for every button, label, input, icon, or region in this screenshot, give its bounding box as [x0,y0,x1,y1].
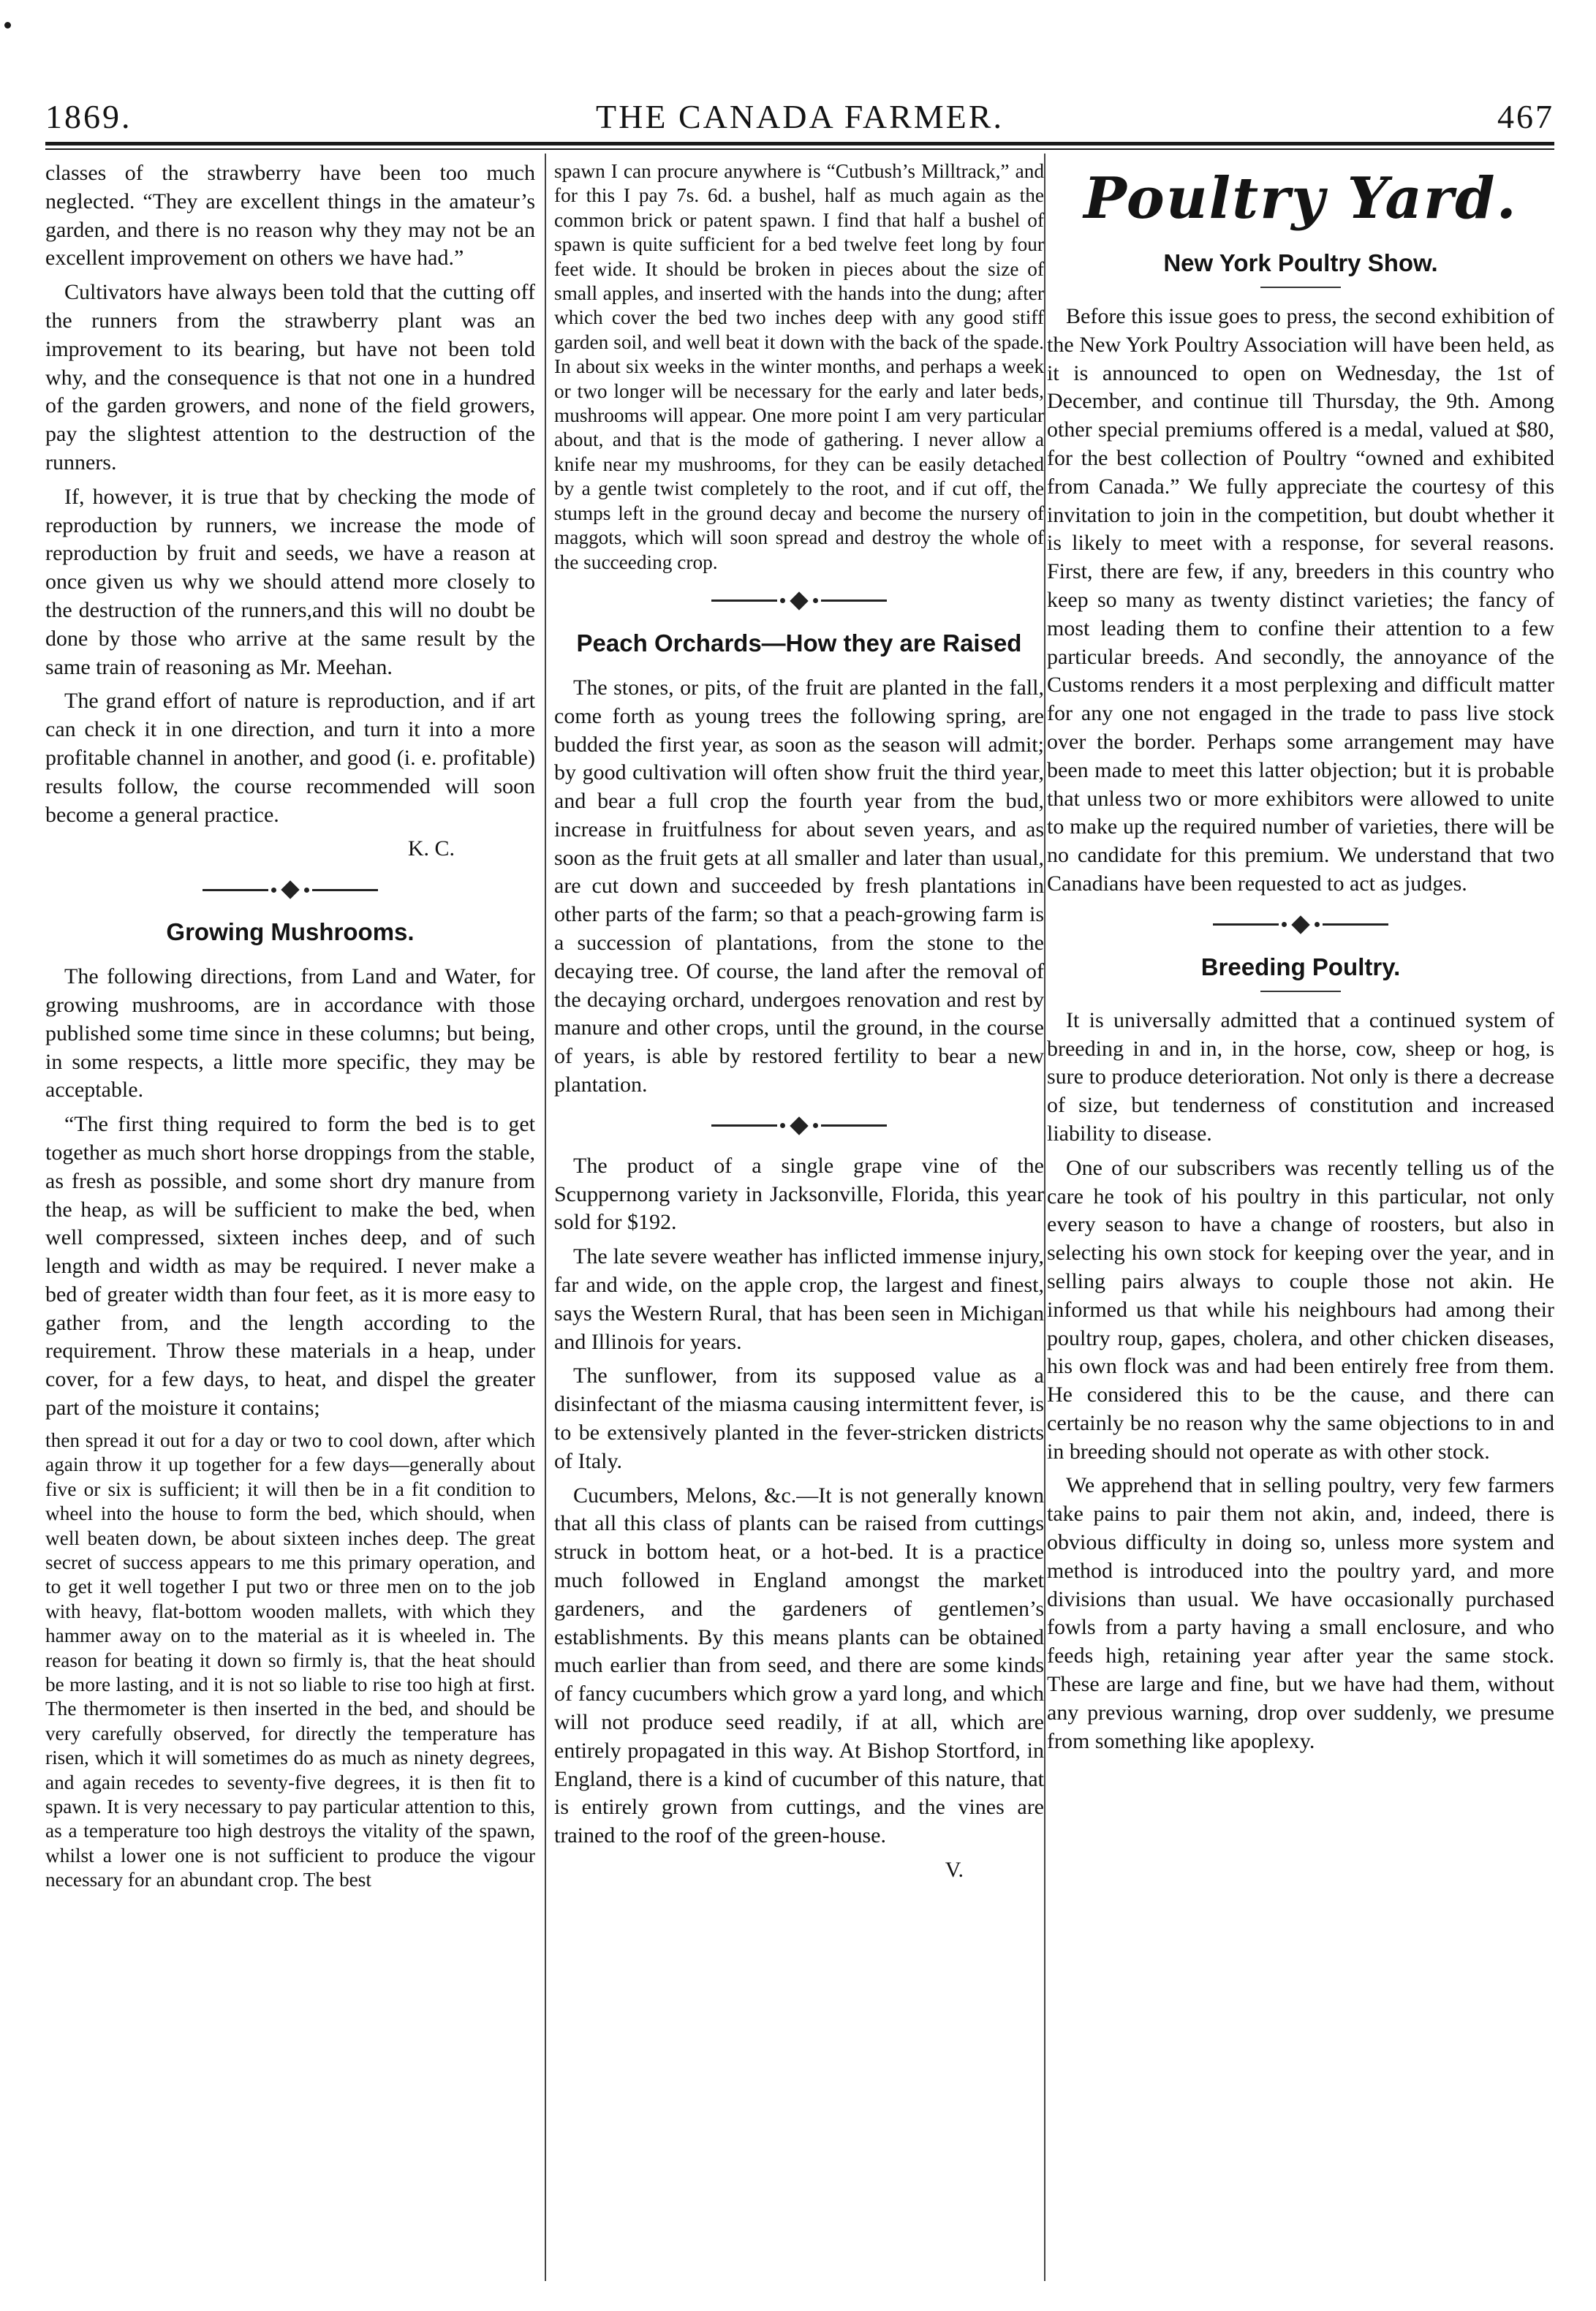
masthead-rule-thin [45,148,1554,150]
column-divider [1044,154,1045,2281]
small-type-block [45,1429,535,1893]
article-paragraph: Cucumbers, Melons, &c.—It is not generally known that all this class of plants can be raised from cuttings struck in bottom heat, or a hot-bed. It is a practice much followed in England amongst the market gardeners, and the gardeners of gentlemen’s establishments. By this means plants can be obtained much earlier than from seed, and there are some kinds of fancy cucumbers which grow a yard long, and which will not produce seed readily, if at all, which are entirely propagated in this way. At Bishop Stortford, in England, there is a kind of cucumber of this nature, that is entirely grown from cuttings, and the vines are trained to the roof of the green-house. [554,1483,1044,1848]
section-ornament [554,1110,1044,1142]
article-paragraph: spawn I can procure anywhere is “Cutbush’s Milltrack,” and for this I pay 7s. 6d. a bushel, half as much again as the common brick or patent spawn. I find that half a bushel of spawn is quite sufficient for a bed twelve feet long by four feet wide. It should be broken in pieces about the size of small apples, and inserted with the hands into the dung; after which cover the bed two inches deep with any good stiff garden soil, and well beat it down with the back of the spade. In about six weeks in the winter months, and perhaps a week or two longer will be necessary for the early and later beds, mushrooms will appear. One more point I am very particular about, and that is the mode of gathering. I never allow a knife near my mushrooms, for they can be easily detached by a gentle twist completely to the root, and if cut off, the stumps left in the ground decay and become the nursery of maggots, which will soon spread and destroy the whole of the succeeding crop. [554,160,1044,573]
issue-year: 1869. [45,98,132,135]
article-paragraph: The stones, or pits, of the fruit are planted in the fall, come forth as young trees the following spring, are budded the first year, as soon as the season will admit; by good cultivation will often show fruit the third year, and bear a full crop the fourth year from the bud, increase in fruitfulness for about seven years, and as soon as the fruit gets at all smaller and later than usual, are cut down and succeeded by fresh plantations in other parts of the farm; so that a peach-growing farm is a succession of plantations, from the stone to the decaying tree. Of course, the land after the removal of the decaying orchard, undergoes renovation and rest by manure and other crops, until the ground, in the course of years, is able by restored fertility to bear a new plantation. [554,675,1044,1097]
article-paragraph: The sunflower, from its supposed value as a disinfectant of the miasma causing intermittent fever, is to be extensively planted in the fever-stricken districts of Italy. [554,1363,1044,1473]
masthead-rule-heavy [45,142,1554,145]
article-paragraph: The following directions, from Land and Water, for growing mushrooms, are in accordance with those published some time since in these columns; but being, in some respects, a little more specific, they may be acceptable. [45,964,535,1102]
column-2 [554,159,1044,2283]
headline-growing-mushrooms: Growing Mushrooms. [166,918,415,946]
article-paragraph: The late severe weather has inflicted immense injury, far and wide, on the apple crop, the largest and finest, says the Western Rural, that has been seen in Michigan and Illinois for years. [554,1244,1044,1354]
article-paragraph: We apprehend that in selling poultry, very few farmers take pains to pair them not akin, and, indeed, there is obvious difficulty in doing so, unless more system and method is introduced into the poultry yard, and more divisions than usual. We have occasionally purchased fowls from a party having a small enclosure, and who feeds high, retaining year after year the same stock. These are large and fine, but we have had them, without any previous warning, drop over suddenly, we presume from something like apoplexy. [1047,1473,1554,1753]
headline-underline [1260,991,1341,992]
headline-new-york-poultry-show: New York Poultry Show. [1163,249,1438,276]
article-paragraph: Cultivators have always been told that the cutting off the runners from the strawberry plant was an improvement to its bearing, but have not been told why, and the consequence is that not one in a hundred of the garden growers, and none of the field growers, pay the slightest attention to the destruction of the runners. [45,280,535,474]
article-paragraph: Before this issue goes to press, the second exhibition of the New York Poultry Association will have been held, as it is announced to open on Wednesday, the 1st of December, and continue till Thursday, the 9th. Among other special premiums offered is a medal, valued at $80, for the best collection of Poultry “owned and exhibited from Canada.” We fully appreciate the courtesy of this invitation to join in the competition, but doubt whether it is likely to meet with a response, for several reasons. First, there are few, if any, breeders in this country who keep so many as twenty distinct varieties; the fancy of most leading them to confine their attention to a few particular breeds. And secondly, the annoyance of the Customs renders it a most perplexing and difficult matter for any one not engaged in the trade to pass live stock over the border. Perhaps some arrangement may have been made to meet this latter objection; but it is probable that unless two or more exhibitors were allowed to unite to make up the required number of varieties, there will be no candidate for this premium. We understand that two Canadians have been requested to act as judges. [1047,304,1554,896]
masthead [45,95,1554,139]
article-paragraph: It is universally admitted that a continued system of breeding in and in, in the horse, cow, sheep or hog, is sure to produce deterioration. Not only is there a decrease of size, but tenderness of constitution and increased liability to disease. [1047,1007,1554,1146]
ink-speck [4,22,11,29]
headline-breeding-poultry: Breeding Poultry. [1200,953,1401,980]
article-paragraph: The product of a single grape vine of the Scuppernong variety in Jacksonville, Florida, this year sold for $192. [554,1153,1044,1235]
section-ornament [554,585,1044,617]
article-paragraph: The grand effort of nature is reproduction, and if art can check it in one direction, and turn it into a more profitable channel in another, and good (i. e. profitable) results follow, the course recommended will soon become a general practice. [45,689,535,827]
article-paragraph: “The first thing required to form the bed is to get together as much short horse droppings from the stable, as fresh as possible, and some short dry manure from the heap, as will be sufficient to make the bed, when well compressed, sixteen inches deep, and of such length and width as may be required. I never make a bed of greater width than four feet, as it is more easy to gather from, and the length according to the requirement. Throw these materials in a heap, under cover, for a few days, to heat, and dispel the greater part of the moisture it contains; [45,1112,535,1421]
article-paragraph: One of our subscribers was recently telling us of the care he took of his poultry in this particular, not only every season to have a change of roosters, but also in selecting his own stock for keeping over the year, and in selling pairs always to couple those not akin. He informed us that while his neighbours had among their poultry roup, gapes, cholera, and other chicken diseases, his own flock was and had been entirely free from them. He considered this to be the cause, and there can certainly be no reason why the same objections to in and in breeding should not operate as with other stock. [1047,1155,1554,1464]
section-ornament [45,874,535,906]
small-type-block [554,159,1044,575]
column-divider [545,154,546,2281]
page-number: 467 [1497,98,1554,135]
headline-underline [1260,287,1341,288]
article-paragraph: classes of the strawberry have been too much neglected. “They are excellent things in the amateur’s garden, and there is no reason why they may not be an excellent improvement on others we have had.” [45,161,535,271]
column-1 [45,159,535,2283]
newspaper-title: THE CANADA FARMER. [596,98,1004,135]
author-signature: K. C. [407,836,455,861]
column-3 [1047,159,1554,2283]
department-title: Poultry Yard. [1083,165,1518,232]
headline-peach-orchards: Peach Orchards—How they are Raised [576,629,1022,657]
section-ornament [1047,909,1554,941]
author-signature: V. [945,1857,964,1882]
article-paragraph: If, however, it is true that by checking the mode of reproduction by runners, we increase the mode of reproduction by fruit and seeds, we have a reason at once given us why we should attend more closely to the destruction of the runners,and this will no doubt be done by those who arrive at the same result by the same train of reasoning as Mr. Meehan. [45,484,535,679]
article-paragraph: then spread it out for a day or two to cool down, after which again throw it up together for a few days—generally about five or six is sufficient; it will then be in a fit condition to wheel into the house to form the bed, which should, when well beaten down, be about sixteen inches deep. The great secret of success appears to me this primary operation, and to get it well together I put two or three men on to the job with heavy, flat-bottom wooden mallets, with which they hammer away on to the material as it is wheeled in. The reason for beating it down so firmly is, that the heat should be more lasting, and it is not so liable to rise too high at first. The thermometer is then inserted in the bed, and should be very carefully observed, for directly the temperature has risen, which it will sometimes do as much as ninety degrees, and again recedes to seventy-five degrees, it is then fit to spawn. It is very necessary to pay particular attention to this, as a temperature too high destroys the vitality of the spawn, whilst a lower one is not sufficient to produce the vigour necessary for an abundant crop. The best [45,1429,535,1891]
